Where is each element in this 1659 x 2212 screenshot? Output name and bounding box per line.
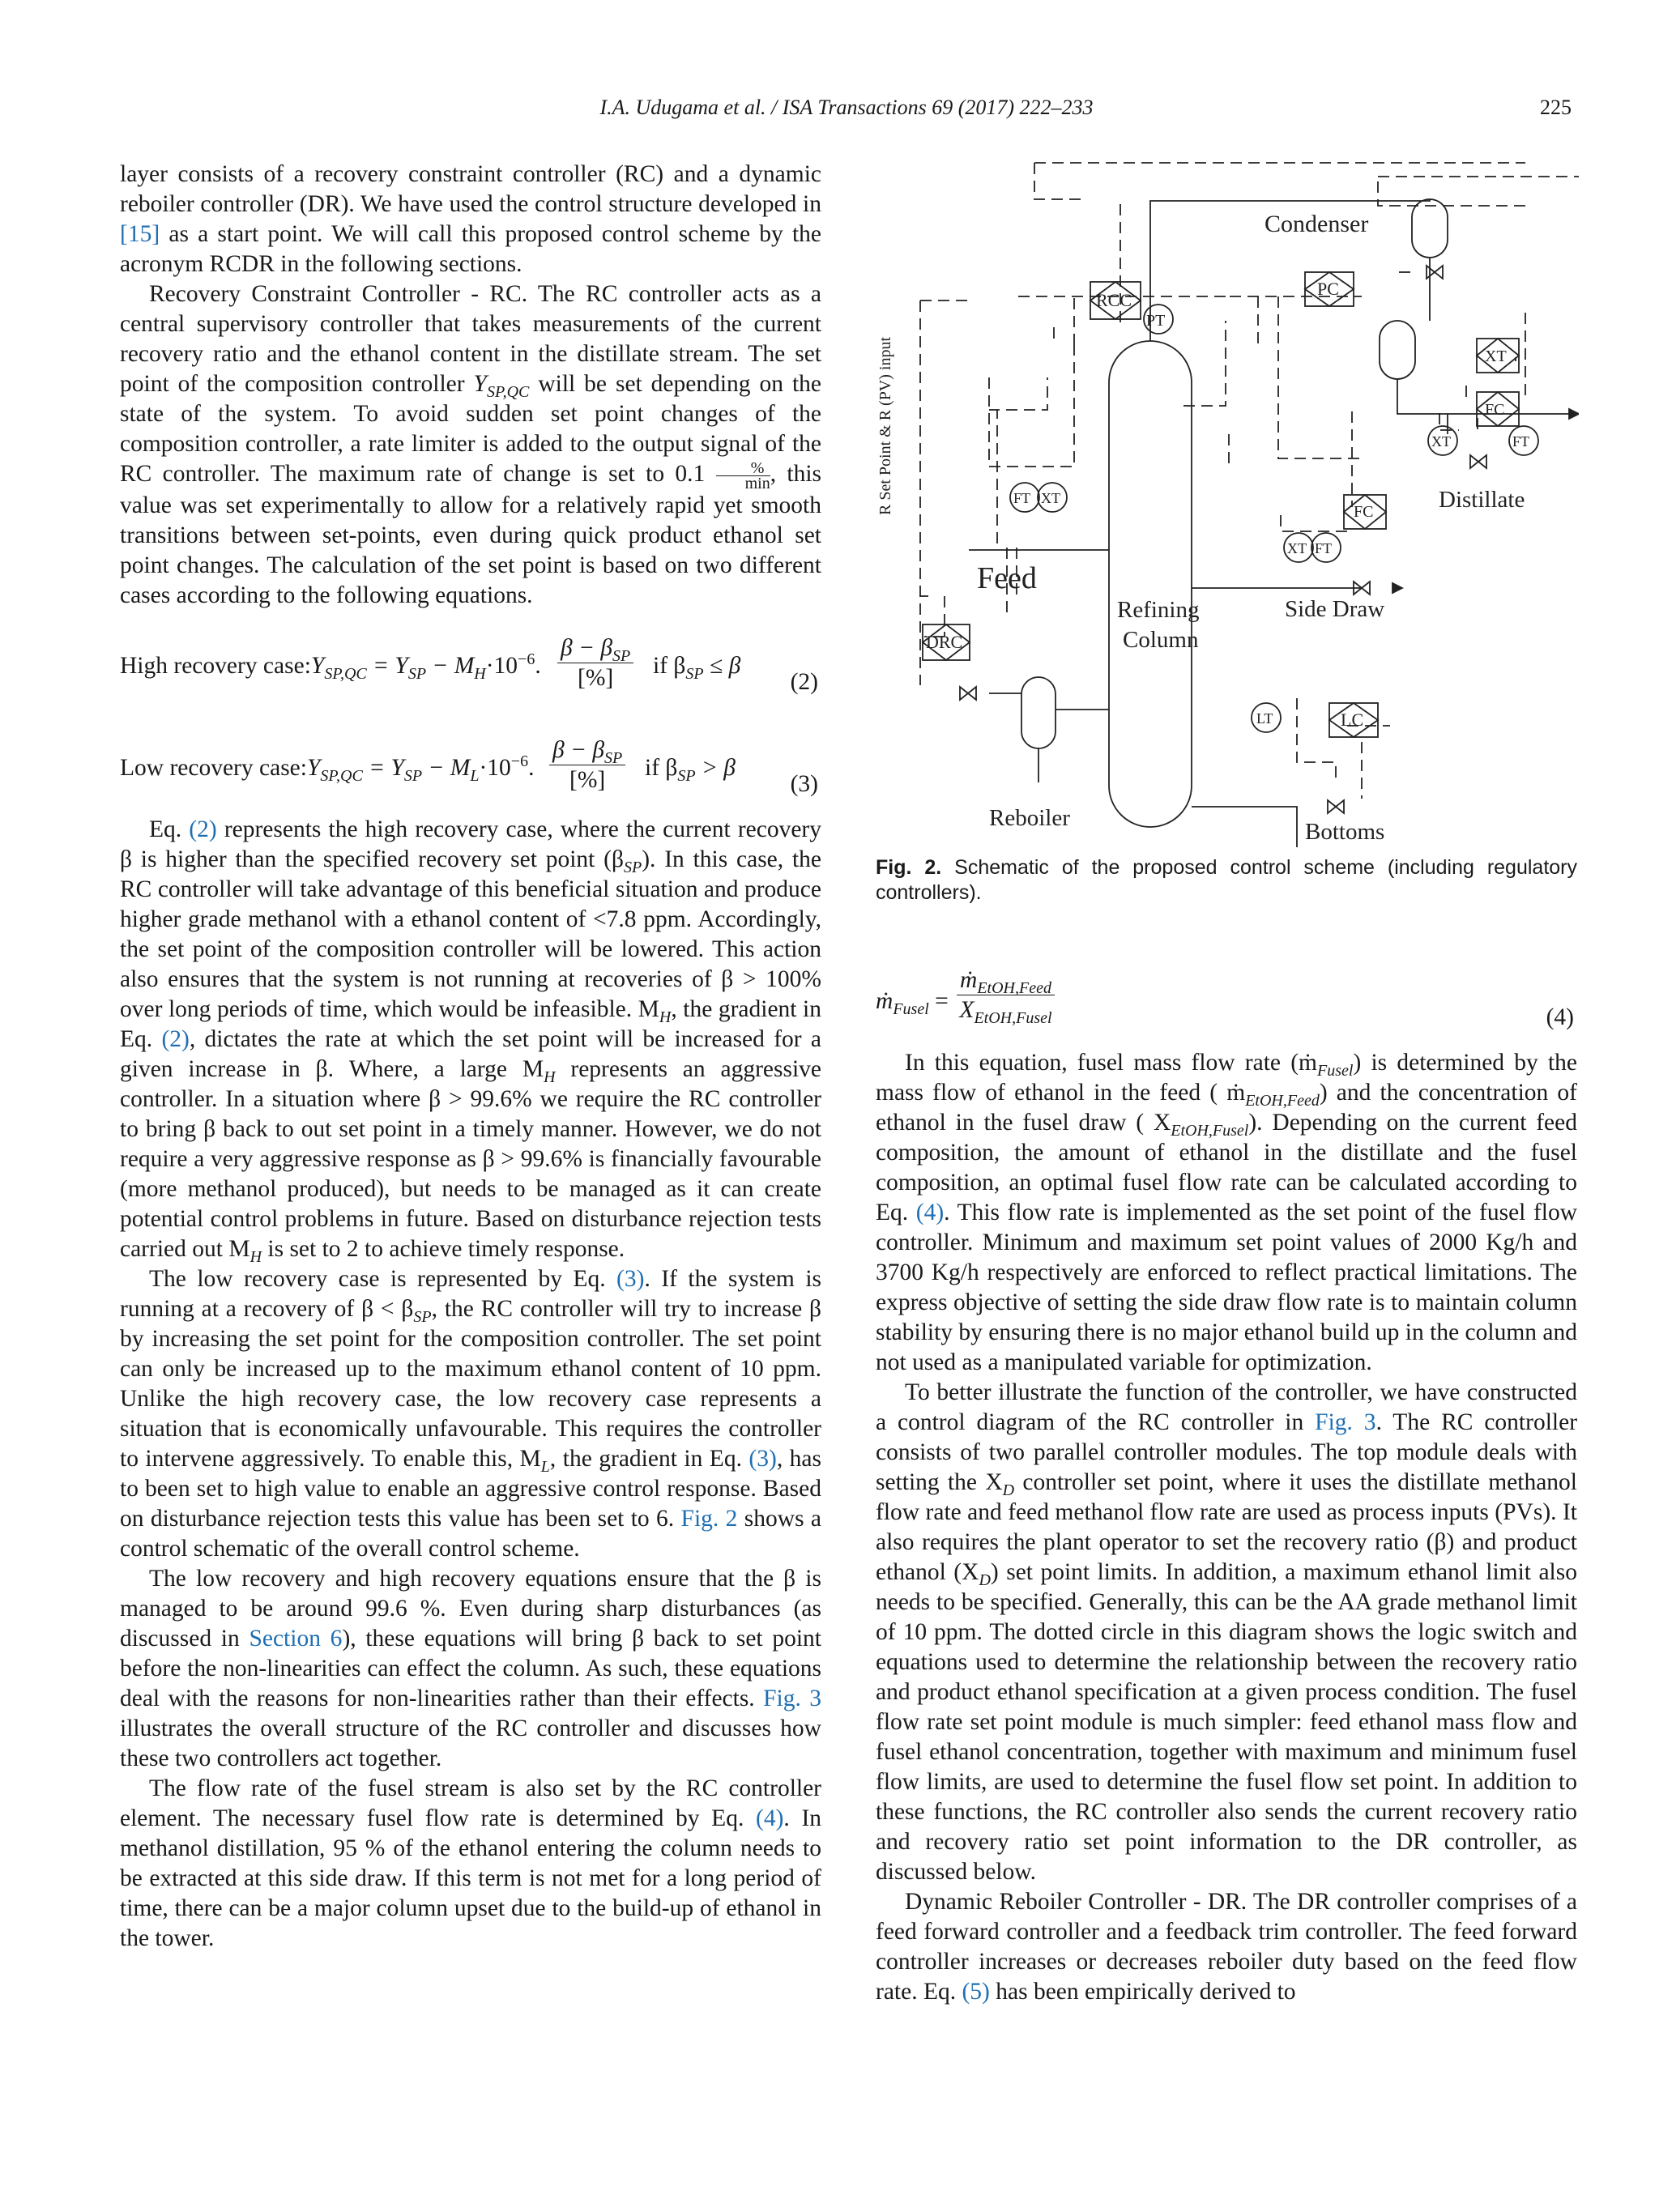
paragraph: The low recovery case is represented by Eq. (3). If the system is running at a recovery of $\beta < \beta_{SP}$, the RC controller will try to increase β by increasing the set point for the composition controller. The set point can only be increased up to the maximum ethanol content of 10 ppm. Unlike the high recovery case, the low recovery case represents a situation that is economically unfavourable. This requires the controller to intervene aggressively. To enable this, $M_L$, the gradient in Eq. (3), has to been set to high value to enable an aggressive control response. Based on disturbance rejection tests this value has been set to 6. Fig. 2 shows a control schematic of the overall control scheme. — [120, 1265, 822, 1562]
reboiler-vessel — [1021, 677, 1056, 748]
pc-label: PC — [1317, 279, 1339, 299]
equation-link[interactable]: (4) — [915, 1200, 945, 1225]
paragraph: To better illustrate the function of the controller, we have constructed a control diagram of the RC controller in Fig. 3. The RC controller consists of two parallel controller modules. The top module deals with setting the $X_D$ controller set point, where it uses the distillate methanol flow rate and feed methanol flow rate are used as process inputs (PVs). It also requires the plant operator to set the recovery ratio (β) and product ethanol $(X_D)$ set point limits. In addition, a maximum ethanol limit also needs to be specified. Generally, this can be the AA grade methanol limit of 10 ppm. The dotted circle in this diagram shows the logic switch and equations used to determine the relationship between the recovery ratio and product ethanol specification at a given process condition. The fusel flow rate set point module is much simpler: feed ethanol mass flow and fusel ethanol concentration, together with maximum and minimum fusel flow limits, are used to determine the fusel flow set point. In addition to these functions, the RC controller also sends the current recovery ratio and recovery ratio set point information to the DR controller, as discussed below. — [876, 1379, 1578, 1885]
refining-label: Refining — [1117, 597, 1200, 623]
figure-link[interactable]: Fig. 3 — [1315, 1409, 1376, 1435]
citation-link[interactable]: [15] — [120, 221, 160, 247]
equation-link[interactable]: (3) — [748, 1445, 777, 1472]
valves — [960, 266, 1486, 813]
paragraph: layer consists of a recovery constraint controller (RC) and a dynamic reboiler controller (DR). We have used the control structure developed in [15] as a start point. We will call this proposed control scheme by the acronym RCDR in the following sections. — [120, 161, 822, 277]
condenser-vessel — [1412, 199, 1448, 258]
paragraph: Eq. (2) represents the high recovery case, where the current recovery β is higher than the specified recovery set point $(\beta_{SP})$. In this case, the RC controller will take advantage of this beneficial situation and produce higher grade methanol with a ethanol content of <7.8 ppm. Accordingly, the set point of the composition controller will be lowered. This action also ensures that the system is not running at recoveries of β > 100% over long periods of time, which would be infeasible. $M_H$, the gradient in Eq. (2), dictates the rate at which the set point will be increased for a given increase in β. Where, a large $M_H$ represents an aggressive controller. In a situation where β > 99.6% we require the RC controller to bring β back to out set point in a timely manner. However, we do not require a very aggressive response as β > 99.6% is financially favourable (more methanol produced), but needs to be managed as it can create potential control problems in future. Based on disturbance rejection tests carried out $M_H$ is set to 2 to achieve timely response. — [120, 816, 822, 1266]
lt-label: LT — [1256, 710, 1273, 727]
paragraph: Recovery Constraint Controller - RC. The RC controller acts as a central supervisory controller that takes measurements of the current recovery ratio and the ethanol content in the distillate stream. The set point of the composition controller $Y_{SP,QC}$ will be set depending on the state of the system. To avoid sudden set point changes of the composition controller, a rate limiter is added to the output signal of the RC controller. The maximum rate of change is set to 0.1 % min , this value was set experimentally to allow for a relatively rapid yet smooth transitions between set-points, even during quick product ethanol set point changes. The calculation of the set point is based on two different cases according to the following equations. — [120, 281, 821, 608]
equation-number: (2) — [790, 668, 818, 695]
ft-side-label: FT — [1315, 540, 1333, 556]
left-column — [120, 160, 821, 1954]
feed-label: Feed — [977, 561, 1037, 595]
figure-2-schematic — [876, 159, 1579, 857]
drc-label: DRC — [926, 632, 963, 652]
fc-side-label: FC — [1354, 503, 1374, 521]
running-title: I.A. Udugama et al. / ISA Transactions 69 (2017) 222–233 — [599, 96, 1094, 119]
refining-column — [1109, 341, 1192, 827]
ft-top-label: FT — [1512, 433, 1530, 450]
running-header — [122, 96, 1572, 125]
ft-feed-label: FT — [1013, 490, 1031, 506]
vertical-axis-label: R Set Point & R (PV) input — [876, 336, 894, 515]
paragraph: In this equation, fusel mass flow rate (ṁ$_{Fusel}$) is determined by the mass flow of ethanol in the feed ( ṁ$_{EtOH,Feed}$) and the concentration of ethanol in the fusel draw ( $X_{EtOH,Fusel}$). Depending on the current feed composition, the amount of ethanol in the distillate and the fusel composition, an optimal fusel flow rate can be calculated according to Eq. (4). This flow rate is implemented as the set point of the fusel flow controller. Minimum and maximum set point values of 2000 Kg/h and 3700 Kg/h respectively are enforced to reflect practical limitations. The express objective of setting the side draw flow rate is to maintain column stability by ensuring there is no major ethanol build up in the column and not used as a manipulated variable for optimization. — [876, 1050, 1578, 1375]
xt-feed-label: XT — [1041, 490, 1060, 506]
pt-label: PT — [1146, 312, 1166, 330]
equation-link[interactable]: (3) — [616, 1265, 645, 1292]
equation-2: High recovery $case:Y_{SP,QC} = Y_{SP} - M_H\cdot 10^{-6}$. $\beta - \beta_{SP}$ [%] if $\beta_{SP} \le \beta$ (2) — [120, 627, 821, 701]
reflux-drum — [1380, 321, 1415, 379]
paragraph: The low recovery and high recovery equations ensure that the β is managed to be around 99.6 %. Even during sharp disturbances (as discussed in Section 6), these equations will bring β back to set point before the non-linearities can effect the column. As such, these equations deal with the reasons for non-linearities rather than their effects. Fig. 3 illustrates the overall structure of the RC controller and discusses how these two controllers act together. — [120, 1565, 822, 1771]
bottoms-label: Bottoms — [1305, 819, 1385, 845]
equation-3: Low recovery $case:Y_{SP,QC} = Y_{SP} - M_L\cdot 10^{-6}$. $\beta - \beta_{SP}$ [%] if $\beta_{SP} > \beta$ (3) — [120, 729, 821, 803]
paragraph: Dynamic Reboiler Controller - DR. The DR controller comprises of a feed forward controller and a feedback trim controller. The feed forward controller increases or decreases reboiler duty based on the feed flow rate. Eq. (5) has been empirically derived to — [876, 1889, 1577, 2005]
equation-4: ṁ$_{Fusel}$ = ṁ$_{EtOH,Feed}$ $X_{EtOH,Fusel}$ (4) — [876, 967, 1574, 1030]
paragraph: The flow rate of the fusel stream is also set by the RC controller element. The necessary fusel flow rate is determined by Eq. (4). In methanol distillation, 95 % of the ethanol entering the column needs to be extracted at this side draw. If this term is not met for a long period of time, there can be a major column upset due to the build-up of ethanol in the tower. — [120, 1775, 822, 1951]
figure-link[interactable]: Fig. 3 — [763, 1685, 822, 1711]
equation-link[interactable]: (2) — [161, 1025, 190, 1052]
figure-link[interactable]: Fig. 2 — [680, 1505, 738, 1532]
rcc-label: RCC — [1096, 290, 1132, 310]
lc-label: LC — [1341, 710, 1364, 730]
equation-link[interactable]: (2) — [189, 816, 217, 842]
side-draw-label: Side Draw — [1285, 596, 1385, 622]
equation-link[interactable]: (5) — [962, 1979, 990, 2005]
distillate-label: Distillate — [1439, 487, 1525, 513]
equation-number: (3) — [790, 770, 818, 797]
xt-top-label: XT — [1485, 347, 1507, 365]
section-link[interactable]: Section 6 — [249, 1625, 343, 1652]
figure-caption: Fig. 2. Schematic of the proposed control scheme (including regulatory controllers). — [876, 856, 1577, 904]
instrument-circles — [1010, 305, 1538, 732]
equation-link[interactable]: (4) — [756, 1805, 784, 1831]
fc-top-label: FC — [1485, 401, 1505, 419]
column-label: Column — [1123, 627, 1199, 653]
reboiler-label: Reboiler — [989, 805, 1070, 831]
xt-mid-label: XT — [1431, 433, 1451, 450]
xt-side-label: XT — [1287, 540, 1307, 556]
equation-number: (4) — [1546, 1004, 1574, 1030]
page-number: 225 — [1540, 96, 1572, 119]
right-column — [876, 1048, 1577, 2007]
condenser-label: Condenser — [1265, 211, 1369, 237]
